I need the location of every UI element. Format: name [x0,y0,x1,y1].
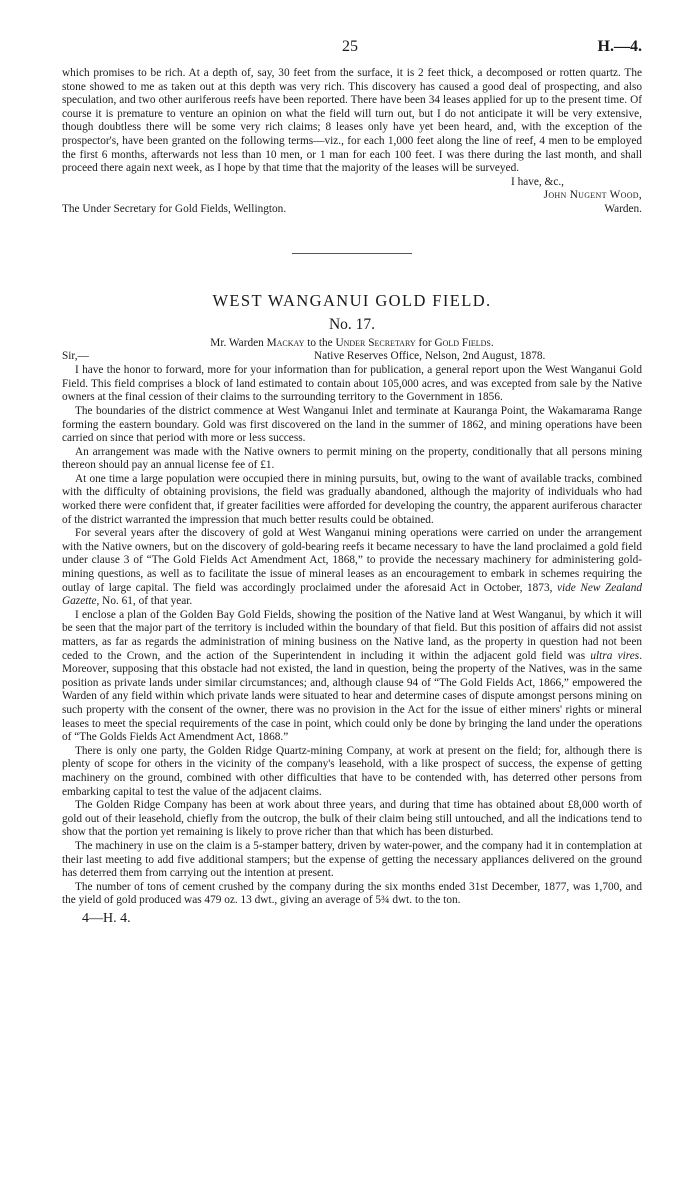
letter-body [62,364,642,908]
addressee: The Under Secretary for Gold Fields, Wellington. [62,203,287,216]
place-date: Native Reserves Office, Nelson, 2nd August, 1878. [314,350,546,363]
to-department: Gold Fields [434,336,491,349]
page-number: 25 [342,38,358,55]
signatory-title: Warden. [604,203,642,216]
from-prefix: Mr. Warden [210,336,264,349]
salutation-line [62,350,642,364]
paragraph-8: The Golden Ridge Company has been at work about three years, and during that time has obtained about £8,000 worth of gold out of their leasehold, chiefly from the outcrop, the bulk of their claim being still untouched, and all the indications tend to show that the portion yet remaining is likely to prove richer than that which has been disturbed. [62,799,642,839]
section-heading: WEST WANGANUI GOLD FIELD. [212,291,492,311]
paragraph-3: An arrangement was made with the Native owners to permit mining on the property, conditionally that all persons mining thereon should pay an annual license fee of £1. [62,445,642,472]
paragraph-6 [62,609,642,745]
paragraph-10: The number of tons of cement crushed by the company during the six months ended 31st December, 1877, was 1,700, and the yield of gold produced was 479 oz. 13 dwt., giving an average of 5¾ dwt. to the ton. [62,880,642,907]
paragraph-6-end: . Moreover, supposing that this obstacle had not existed, the land in question, being the property of the Natives, was in the same position as private lands under similar circumstances; and, although clause 94 of “The Gold Fields Act, 1866,” empowered the Warden of any field within which private lands were situated to hear and determine cases of dispute amongst persons mining on such property with the consent of the owner, there was no provision in the Act for the issue of either miners' rights or mineral leases to meet the special requirements of the case in point, which could only be done by bringing the land under the operations of “The Golds Fields Act Amendment Act, 1868.” [62,649,643,744]
paragraph-5-end: , No. 61, of that year. [96,595,193,608]
section-divider [292,253,412,254]
paragraph-1: I have the honor to forward, more for your information than for publication, a general report upon the West Wanganui Gold Field. This field comprises a block of land estimated to contain about 105,000 acres, and was excepted from sale by the Native owners at the final cession of their claims to the surrounding territory to the Government in 1856. [62,364,642,404]
to-name: Under Secretary [335,336,416,349]
paragraph-5-vide: vide New Zealand Gazette [62,581,642,608]
closing-phrase: I have, &c., [510,175,564,188]
paragraph-2: The boundaries of the district commence at West Wanganui Inlet and terminate at Kauranga Point, the Wakamarama Range forming the eastern boundary. Gold was first discovered on the land in the summer of 1862, and mining operations have been carried on since that period with more or less success. [62,404,642,445]
paragraph-5 [62,527,642,609]
correspondence-line [62,337,642,351]
paragraph-6-ultra-vires: ultra vires [590,649,640,662]
paragraph-9: The machinery in use on the claim is a 5-stamper battery, driven by water-power, and the company had it in contemplation at their last meeting to add five additional stampers; but the expense of getting the necessary appliances delivered on the ground has deterred them from carrying out the intention at present. [62,839,642,880]
printer-signature-mark: 4—H. 4. [82,910,131,926]
paragraph-4: At one time a large population were occupied there in mining pursuits, but, owing to the want of available tracks, combined with the difficulty of obtaining provisions, the field was gradually abandoned, although the majority of individuals who had worked there were confident that, if greater facilities were afforded for developing the country, the apparent auriferous character of the district warranted the impression that much better results could be obtained. [62,472,642,526]
from-mid: to the [307,336,333,349]
salutation: Sir,— [62,350,89,363]
from-name: Mackay [266,336,305,349]
paragraph-5-text: For several years after the discovery of gold at West Wanganui mining operations were carried on under the arrangement with the Native owners, but on the discovery of gold-bearing reefs it became necessary to have the land proclaimed a gold field under clause 3 of “The Gold Fields Act Amendment Act, 1868,” to provide the necessary machinery for administering gold-mining questions, as well as to facilitate the issue of mineral leases as an encouragement to embark in schemes requiring the outlay of large capital. The field was accordingly proclaimed under the aforesaid Act in October, 1873, [62,527,642,594]
signature-line [62,189,642,203]
paragraph-6-text: I enclose a plan of the Golden Bay Gold Fields, showing the position of the Native land at West Wanganui, by which it will be seen that the major part of the territory is included within the boundary of that field. But this position of affairs did not assist matters, as far as regards the administration of mining business on the Native land, as the property in question had not been ceded to the Crown, and the action of the Superintendent in including it within the adjacent gold field was [62,608,642,662]
addressee-line [62,203,642,217]
document-number: No. 17. [328,315,376,333]
continued-paragraph: which promises to be rich. At a depth of, say, 30 feet from the surface, it is 2 feet thick, a decomposed or rotten quartz. The stone showed to me as taken out at this depth was very rich. This discovery has caused a good deal of prospecting, and also speculation, and two other auriferous reefs have been reported. There have been 34 leases applied for up to the present time. Of course it is premature to venture an opinion on what the field will turn out, but I do not anticipate it will be very extensive, though doubtless there will be some very rich claims; 8 leases only have yet been heard, and, with the exception of the prospector's, have been granted on the following terms—viz., for each 1,000 feet along the line of reef, 4 men to be employed the first 6 months, afterwards not less than 10 men, or 1 man for each 100 feet. I was there during the last month, and shall proceed there again next week, as I hope by that time that the majority of the leases will be surveyed. [62,67,642,175]
to-mid: for [418,336,432,349]
paragraph-7: There is only one party, the Golden Ridge Quartz-mining Company, at work at present on the field; for, although there is plenty of scope for others in the vicinity of the company's leasehold, with a like prospect of success, the expense of getting machinery on the ground, combined with other difficulties that have to be contended with, has deterred other persons from embarking capital to test the value of the adjacent claims. [62,744,642,798]
to-end: . [490,336,494,349]
paper-reference: H.—4. [597,38,642,55]
signatory-name: John Nugent Wood, [543,189,642,202]
